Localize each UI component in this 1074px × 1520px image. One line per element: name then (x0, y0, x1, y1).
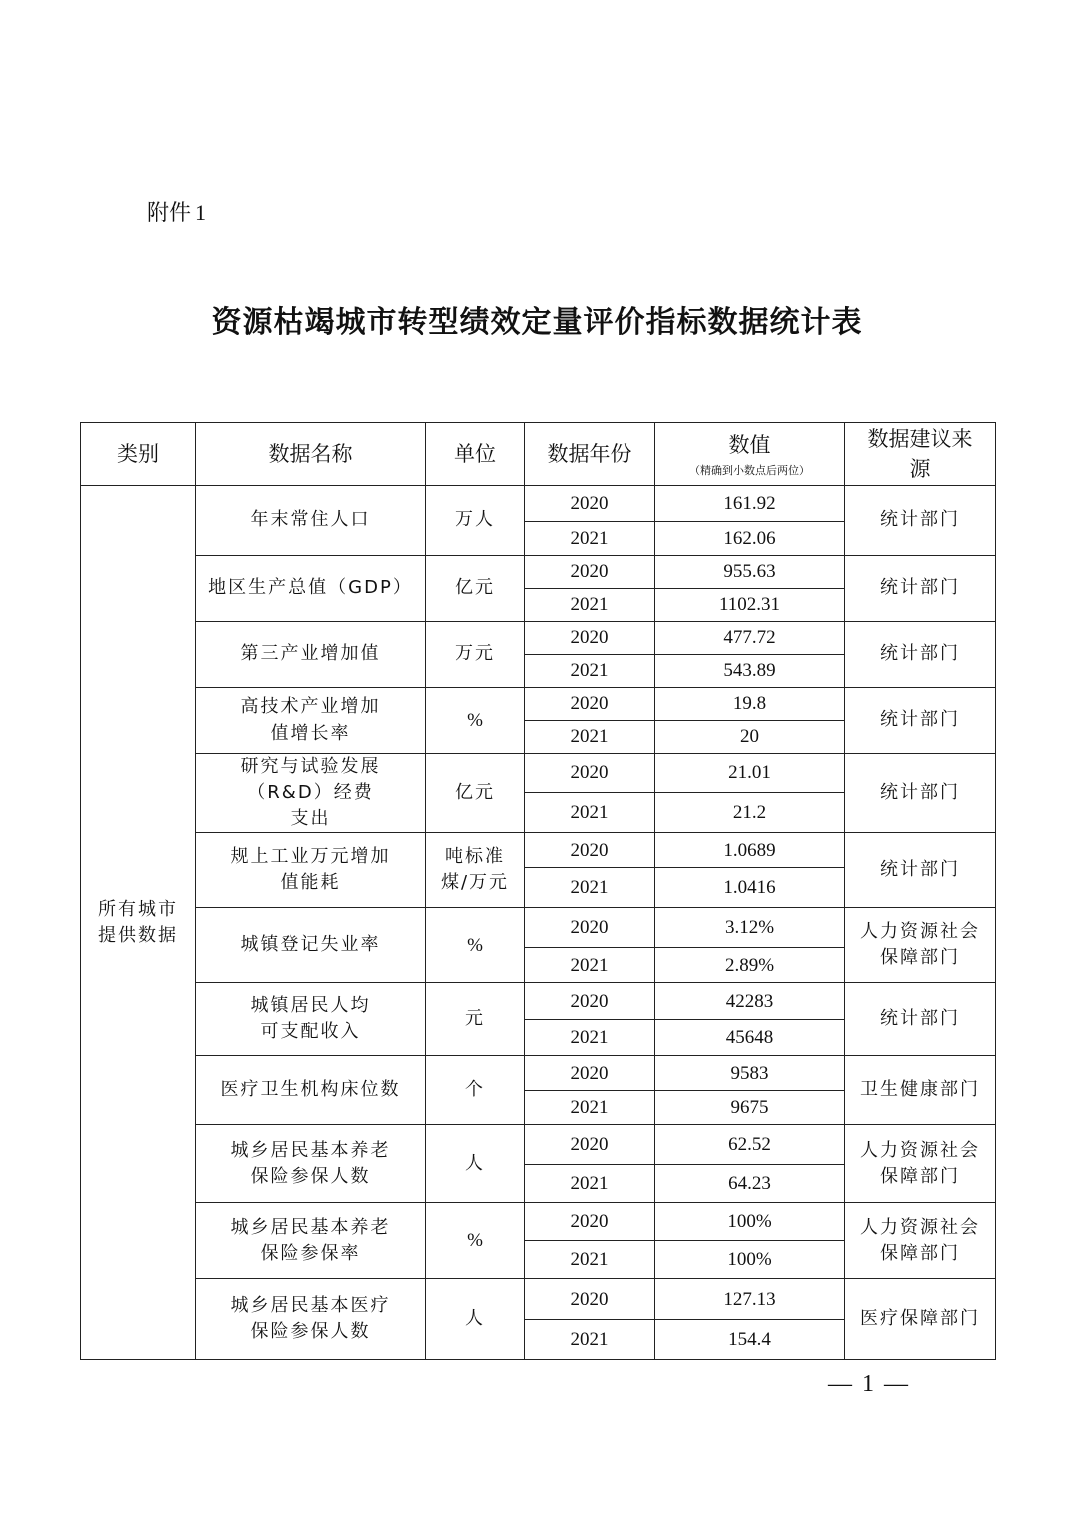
source-text: 统计部门 (880, 859, 960, 881)
table-row (81, 688, 996, 721)
unit-cell (426, 908, 525, 983)
data-name-text: 城镇登记失业率 (240, 934, 381, 956)
data-name-cell (196, 908, 426, 983)
source-text: 统计部门 (880, 577, 960, 599)
year-cell: 2020 (525, 1203, 655, 1241)
unit-text: 万元 (455, 643, 495, 665)
page-number: — 1 — (828, 1371, 910, 1397)
unit-text: % (467, 1230, 483, 1251)
table-row (81, 1125, 996, 1165)
unit-text: 个 (465, 1079, 485, 1101)
table-row (81, 983, 996, 1020)
table-row (81, 1203, 996, 1241)
year-cell: 2021 (525, 793, 655, 833)
data-name-text: 医疗卫生机构床位数 (220, 1079, 401, 1101)
data-name-cell (196, 833, 426, 908)
header-value-label: 数值 (728, 432, 771, 457)
source-cell (845, 908, 996, 983)
data-name-cell (196, 1056, 426, 1125)
source-text: 统计部门 (880, 1008, 960, 1030)
unit-text: 亿元 (455, 577, 495, 599)
table-row (81, 486, 996, 522)
header-value (655, 423, 845, 486)
source-text: 人力资源社会保障部门 (860, 921, 980, 969)
year-cell: 2020 (525, 688, 655, 721)
year-cell: 2020 (525, 754, 655, 793)
value-cell: 2.89% (655, 948, 845, 983)
year-cell: 2021 (525, 1320, 655, 1360)
unit-text: 万人 (455, 509, 495, 531)
statistics-table (80, 422, 996, 1360)
source-cell (845, 556, 996, 622)
year-cell: 2020 (525, 983, 655, 1020)
year-cell: 2021 (525, 655, 655, 688)
year-cell: 2021 (525, 1020, 655, 1056)
document-title: 资源枯竭城市转型绩效定量评价指标数据统计表 (211, 305, 863, 340)
value-cell: 9583 (655, 1056, 845, 1091)
source-cell (845, 1125, 996, 1203)
data-name-cell (196, 1279, 426, 1360)
year-cell: 2021 (525, 948, 655, 983)
unit-cell (426, 1125, 525, 1203)
source-cell (845, 688, 996, 754)
data-name-text: 地区生产总值（GDP） (208, 577, 413, 599)
unit-text: 元 (465, 1008, 485, 1030)
data-name-cell (196, 1203, 426, 1279)
source-cell (845, 983, 996, 1056)
table-body (81, 486, 996, 1360)
annex-text: 附件 (147, 201, 192, 226)
source-cell (845, 1056, 996, 1125)
unit-cell (426, 622, 525, 688)
value-cell: 161.92 (655, 486, 845, 522)
header-value-note: （精确到小数点后两位） (689, 464, 810, 478)
value-cell: 955.63 (655, 556, 845, 589)
data-name-text: 城镇居民人均可支配收入 (250, 995, 371, 1043)
year-cell: 2021 (525, 522, 655, 556)
year-cell: 2020 (525, 908, 655, 948)
annex-number: 1 (195, 200, 207, 225)
unit-cell (426, 556, 525, 622)
value-cell: 45648 (655, 1020, 845, 1056)
unit-cell (426, 1279, 525, 1360)
value-cell: 42283 (655, 983, 845, 1020)
table-row (81, 622, 996, 655)
data-name-text: 第三产业增加值 (240, 643, 381, 665)
table-row (81, 1279, 996, 1320)
category-text: 所有城市提供数据 (97, 898, 178, 946)
source-text: 人力资源社会保障部门 (860, 1139, 980, 1187)
value-cell: 3.12% (655, 908, 845, 948)
header-source: 数据建议来源 (845, 423, 996, 486)
unit-cell (426, 1203, 525, 1279)
year-cell: 2020 (525, 622, 655, 655)
unit-text: 人 (465, 1152, 485, 1174)
value-cell: 21.01 (655, 754, 845, 793)
year-cell: 2021 (525, 1241, 655, 1279)
data-name-cell (196, 983, 426, 1056)
year-cell: 2021 (525, 1165, 655, 1203)
year-cell: 2020 (525, 1125, 655, 1165)
unit-text: % (467, 934, 483, 956)
year-cell: 2020 (525, 556, 655, 589)
year-cell: 2021 (525, 589, 655, 622)
year-cell: 2021 (525, 721, 655, 754)
source-cell (845, 1203, 996, 1279)
table-row (81, 556, 996, 589)
unit-cell (426, 688, 525, 754)
data-name-cell (196, 486, 426, 556)
year-cell: 2020 (525, 1279, 655, 1320)
value-cell: 477.72 (655, 622, 845, 655)
data-name-cell (196, 1125, 426, 1203)
value-cell: 62.52 (655, 1125, 845, 1165)
source-text: 统计部门 (880, 782, 960, 804)
data-name-cell (196, 688, 426, 754)
source-cell (845, 486, 996, 556)
year-cell: 2021 (525, 868, 655, 908)
header-year: 数据年份 (525, 423, 655, 486)
category-cell (81, 486, 196, 1360)
data-name-text: 城乡居民基本医疗保险参保人数 (230, 1295, 391, 1343)
source-cell (845, 833, 996, 908)
data-name-text: 城乡居民基本养老保险参保人数 (230, 1139, 391, 1187)
unit-text: 亿元 (455, 782, 495, 804)
unit-cell (426, 983, 525, 1056)
header-category: 类别 (81, 423, 196, 486)
data-name-cell (196, 754, 426, 833)
header-name: 数据名称 (196, 423, 426, 486)
data-name-text: 城乡居民基本养老保险参保率 (230, 1216, 391, 1264)
year-cell: 2020 (525, 1056, 655, 1091)
value-cell: 162.06 (655, 522, 845, 556)
year-cell: 2020 (525, 486, 655, 522)
source-cell (845, 754, 996, 833)
data-name-cell (196, 556, 426, 622)
data-name-text: 高技术产业增加值增长率 (240, 696, 381, 744)
source-text: 统计部门 (880, 509, 960, 531)
unit-text: 人 (465, 1308, 485, 1330)
table-header-row (81, 423, 996, 486)
annex-label (147, 196, 206, 227)
data-name-text: 规上工业万元增加值能耗 (230, 846, 391, 894)
unit-text: 吨标准煤/万元 (440, 846, 510, 894)
source-cell (845, 1279, 996, 1360)
value-cell: 64.23 (655, 1165, 845, 1203)
value-cell: 100% (655, 1203, 845, 1241)
source-text: 卫生健康部门 (860, 1079, 980, 1101)
source-cell (845, 622, 996, 688)
year-cell: 2021 (525, 1091, 655, 1125)
table-row (81, 1056, 996, 1091)
unit-cell (426, 486, 525, 556)
value-cell: 1102.31 (655, 589, 845, 622)
value-cell: 1.0416 (655, 868, 845, 908)
data-name-text: 年末常住人口 (250, 509, 371, 531)
unit-cell (426, 833, 525, 908)
table-row (81, 908, 996, 948)
value-cell: 100% (655, 1241, 845, 1279)
value-cell: 20 (655, 721, 845, 754)
value-cell: 9675 (655, 1091, 845, 1125)
header-unit: 单位 (426, 423, 525, 486)
year-cell: 2020 (525, 833, 655, 868)
table-row (81, 754, 996, 793)
value-cell: 19.8 (655, 688, 845, 721)
source-text: 统计部门 (880, 709, 960, 731)
source-text: 统计部门 (880, 643, 960, 665)
data-name-text: 研究与试验发展（R&D）经费支出 (240, 756, 381, 830)
data-name-cell (196, 622, 426, 688)
value-cell: 127.13 (655, 1279, 845, 1320)
value-cell: 543.89 (655, 655, 845, 688)
unit-text: % (467, 709, 483, 731)
value-cell: 154.4 (655, 1320, 845, 1360)
unit-cell (426, 1056, 525, 1125)
source-text: 人力资源社会保障部门 (860, 1216, 980, 1264)
unit-cell (426, 754, 525, 833)
source-text: 医疗保障部门 (860, 1308, 980, 1330)
value-cell: 1.0689 (655, 833, 845, 868)
value-cell: 21.2 (655, 793, 845, 833)
table-row (81, 833, 996, 868)
